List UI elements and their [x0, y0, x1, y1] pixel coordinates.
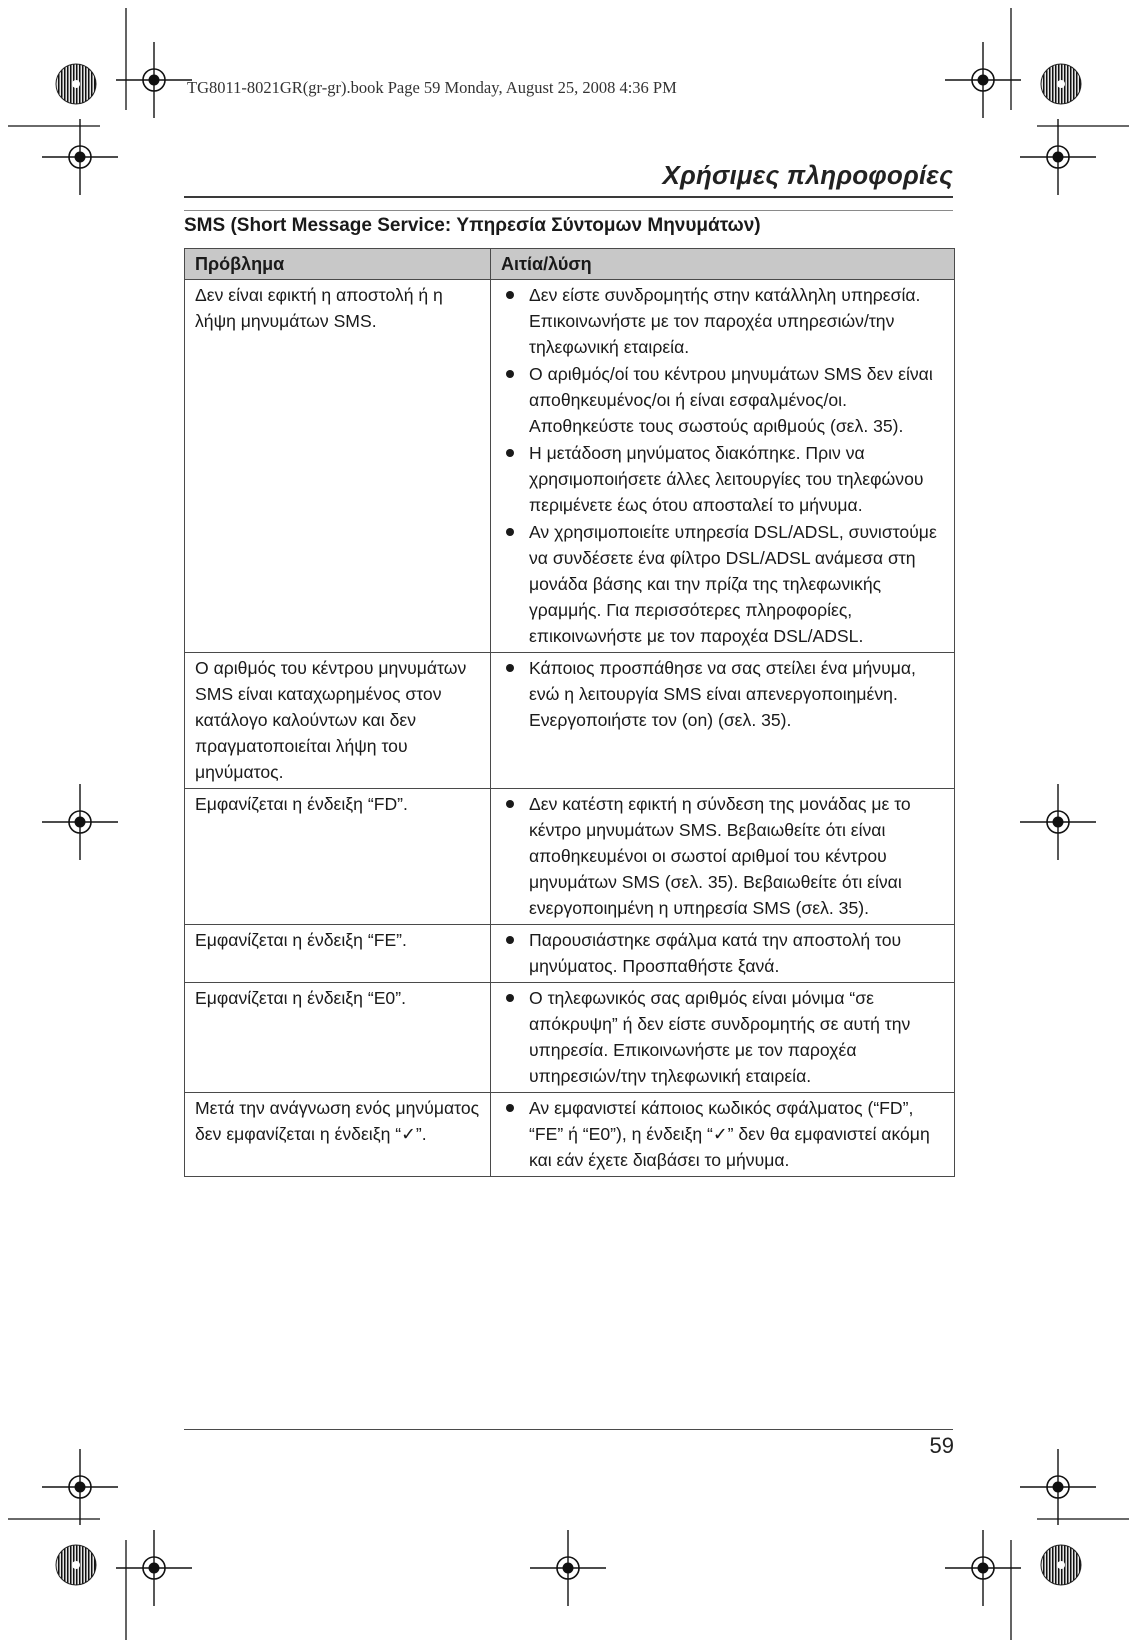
registration-starburst-icon [1041, 1545, 1081, 1585]
table-row [185, 925, 955, 983]
cause-item [505, 655, 946, 733]
registration-starburst-icon [1041, 64, 1081, 104]
cause-text: Παρουσιάστηκε σφάλμα κατά την αποστολή του μηνύματος. Προσπαθήστε ξανά. [529, 930, 902, 976]
cause-cell [491, 280, 955, 653]
table-row [185, 1093, 955, 1177]
cause-cell [491, 653, 955, 789]
registration-crosshair-icon [1020, 119, 1096, 195]
bullet-icon [506, 449, 514, 457]
table-heading: SMS (Short Message Service: Υπηρεσία Σύντομων Μηνυμάτων) [184, 215, 761, 236]
registration-crosshair-icon [116, 1530, 192, 1606]
cause-item [505, 440, 946, 518]
registration-crosshair-icon [42, 1449, 118, 1525]
problem-cell: Εμφανίζεται η ένδειξη “E0”. [185, 983, 491, 1093]
cause-cell [491, 983, 955, 1093]
table-row [185, 789, 955, 925]
registration-crosshair-icon [116, 42, 192, 118]
registration-crosshair-icon [1020, 784, 1096, 860]
cause-cell [491, 789, 955, 925]
cause-text: Η μετάδοση μηνύματος διακόπηκε. Πριν να χρησιμοποιήσετε άλλες λειτουργίες του τηλεφώνου περιμένετε έως ότου αποσταλεί το μήνυμα. [529, 443, 924, 515]
column-header-problem: Πρόβλημα [185, 249, 491, 280]
footer-rule [184, 1429, 953, 1430]
cause-item [505, 985, 946, 1089]
cause-text: Αν εμφανιστεί κάποιος κωδικός σφάλματος (“FD”, “FE” ή “E0”), η ένδειξη “✓” δεν θα εμφανιστεί ακόμη και εάν έχετε διαβάσει το μήνυμα. [529, 1098, 930, 1170]
bullet-icon [506, 994, 514, 1002]
bullet-icon [506, 936, 514, 944]
page-number: 59 [929, 1433, 954, 1458]
registration-crosshair-icon [945, 1530, 1021, 1606]
cause-text: Ο τηλεφωνικός σας αριθμός είναι μόνιμα “σε απόκρυψη” ή δεν είστε συνδρομητής σε αυτή την υπηρεσία. Επικοινωνήστε με τον παροχέα υπηρεσιών/την τηλεφωνική εταιρεία. [529, 988, 911, 1086]
header-rule-thin [184, 210, 953, 211]
cause-text: Αν χρησιμοποιείτε υπηρεσία DSL/ADSL, συνιστούμε να συνδέσετε ένα φίλτρο DSL/ADSL ανάμεσα στη μονάδα βάσης και την πρίζα της τηλεφωνικής γραμμής. Για περισσότερες πληροφορίες, επικοινωνήστε με τον παροχέα DSL/ADSL. [529, 522, 937, 646]
bullet-icon [506, 291, 514, 299]
print-header: TG8011-8021GR(gr-gr).book Page 59 Monday, August 25, 2008 4:36 PM [187, 78, 677, 97]
cause-item [505, 1095, 946, 1173]
table-row [185, 983, 955, 1093]
cause-item [505, 282, 946, 360]
problem-cell: Εμφανίζεται η ένδειξη “FE”. [185, 925, 491, 983]
registration-starburst-icon [56, 1545, 96, 1585]
cause-text: Δεν είστε συνδρομητής στην κατάλληλη υπηρεσία. Επικοινωνήστε με τον παροχέα υπηρεσιών/την τηλεφωνική εταιρεία. [529, 285, 921, 357]
problem-cell: Εμφανίζεται η ένδειξη “FD”. [185, 789, 491, 925]
cause-item [505, 361, 946, 439]
registration-crosshair-icon [530, 1530, 606, 1606]
table-header-row [185, 249, 955, 280]
bullet-icon [506, 528, 514, 536]
bullet-icon [506, 370, 514, 378]
header-rule [184, 196, 953, 198]
problem-cell: Μετά την ανάγνωση ενός μηνύματος δεν εμφανίζεται η ένδειξη “✓”. [185, 1093, 491, 1177]
cause-cell [491, 925, 955, 983]
cause-cell [491, 1093, 955, 1177]
problem-cell: Ο αριθμός του κέντρου μηνυμάτων SMS είναι καταχωρημένος στον κατάλογο καλούντων και δεν πραγματοποιείται λήψη του μηνύματος. [185, 653, 491, 789]
bullet-icon [506, 1104, 514, 1112]
cause-item [505, 519, 946, 649]
registration-crosshair-icon [945, 42, 1021, 118]
cause-item [505, 791, 946, 921]
section-title: Χρήσιμες πληροφορίες [662, 160, 953, 190]
table-row [185, 653, 955, 789]
table-row [185, 280, 955, 653]
problem-cell: Δεν είναι εφικτή η αποστολή ή η λήψη μηνυμάτων SMS. [185, 280, 491, 653]
registration-starburst-icon [56, 64, 96, 104]
cause-text: Κάποιος προσπάθησε να σας στείλει ένα μήνυμα, ενώ η λειτουργία SMS είναι απενεργοποιημένη. Ενεργοποιήστε τον (on) (σελ. 35). [529, 658, 916, 730]
bullet-icon [506, 800, 514, 808]
registration-crosshair-icon [42, 784, 118, 860]
registration-crosshair-icon [42, 119, 118, 195]
troubleshooting-table [184, 248, 955, 1177]
cause-item [505, 927, 946, 979]
registration-crosshair-icon [1020, 1449, 1096, 1525]
column-header-cause: Αιτία/λύση [491, 249, 955, 280]
cause-text: Ο αριθμός/οί του κέντρου μηνυμάτων SMS δεν είναι αποθηκευμένος/οι ή είναι εσφαλμένος/οι. Αποθηκεύστε τους σωστούς αριθμούς (σελ. 35). [529, 364, 933, 436]
bullet-icon [506, 664, 514, 672]
cause-text: Δεν κατέστη εφικτή η σύνδεση της μονάδας με το κέντρο μηνυμάτων SMS. Βεβαιωθείτε ότι είναι αποθηκευμένοι οι σωστοί αριθμοί του κέντρου μηνυμάτων SMS (σελ. 35). Βεβαιωθείτε ότι είναι ενεργοποιημένη η υπηρεσία SMS (σελ. 35). [529, 794, 911, 918]
